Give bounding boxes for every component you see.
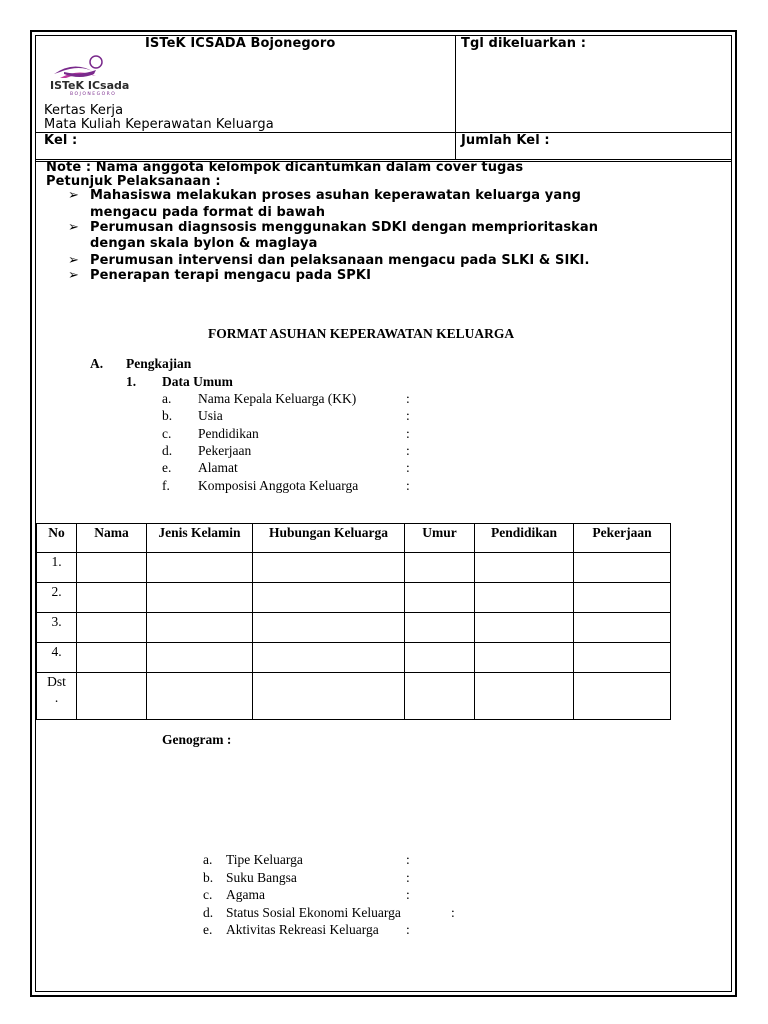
header-divider-vertical <box>455 35 456 160</box>
logo-subtext: BOJONEGORO <box>70 92 117 97</box>
instruction-item-2-cont: dengan skala bylon & maglaya <box>90 236 318 251</box>
course-name: Mata Kuliah Keperawatan Keluarga <box>44 117 274 132</box>
family-composition-table <box>36 523 671 720</box>
table-cell[interactable] <box>574 613 671 643</box>
table-row <box>37 583 671 613</box>
field-label: Komposisi Anggota Keluarga <box>198 478 359 493</box>
table-cell[interactable] <box>574 583 671 613</box>
row-number-text: Dst <box>47 674 66 689</box>
table-row <box>37 643 671 673</box>
bullet-arrow-icon: ➢ <box>68 253 79 268</box>
table-cell[interactable] <box>253 553 405 583</box>
group-label: Kel : <box>44 133 78 148</box>
table-cell[interactable] <box>405 673 475 720</box>
table-cell[interactable] <box>147 613 253 643</box>
bullet-arrow-icon: ➢ <box>68 220 79 235</box>
table-header-row <box>37 524 671 553</box>
column-header-hubungan-keluarga: Hubungan Keluarga <box>253 524 405 553</box>
row-number-dot: . <box>54 690 59 705</box>
row-number: 1. <box>37 553 77 583</box>
table-cell[interactable] <box>77 553 147 583</box>
instruction-item-1-cont: mengacu pada format di bawah <box>90 205 326 220</box>
subsection-title: Data Umum <box>162 374 233 389</box>
column-header-jenis-kelamin: Jenis Kelamin <box>147 524 253 553</box>
field-colon: : <box>406 460 410 475</box>
header-divider-row <box>36 132 731 133</box>
row-number: 2. <box>37 583 77 613</box>
table-cell[interactable] <box>253 613 405 643</box>
table-cell[interactable] <box>253 643 405 673</box>
table-cell[interactable] <box>405 553 475 583</box>
institution-logo <box>50 52 142 102</box>
row-number: 3. <box>37 613 77 643</box>
column-header-umur: Umur <box>405 524 475 553</box>
table-cell[interactable] <box>77 643 147 673</box>
table-cell[interactable] <box>77 673 147 720</box>
instruction-item-4 <box>68 268 371 283</box>
field-marker: d. <box>203 905 214 920</box>
table-cell[interactable] <box>147 673 253 720</box>
field-marker: f. <box>162 478 170 493</box>
field-marker: d. <box>162 443 173 458</box>
field-colon: : <box>406 391 410 406</box>
instructions-heading: Petunjuk Pelaksanaan : <box>46 174 221 189</box>
column-header-nama: Nama <box>77 524 147 553</box>
table-cell[interactable] <box>475 553 574 583</box>
issued-date-label: Tgl dikeluarkan : <box>461 36 587 51</box>
table-cell[interactable] <box>405 643 475 673</box>
field-label: Usia <box>198 408 223 423</box>
table-cell[interactable] <box>147 553 253 583</box>
instruction-text: Perumusan intervensi dan pelaksanaan mengacu pada SLKI & SIKI. <box>90 253 590 268</box>
instruction-text: Penerapan terapi mengacu pada SPKI <box>90 268 372 283</box>
group-count-label: Jumlah Kel : <box>461 133 550 148</box>
table-cell[interactable] <box>405 583 475 613</box>
field-marker: e. <box>162 460 172 475</box>
field-label: Tipe Keluarga <box>226 852 303 867</box>
institution-name: ISTeK ICSADA Bojonegoro <box>145 36 336 51</box>
field-marker: c. <box>162 426 172 441</box>
subsection-marker: 1. <box>126 374 137 389</box>
table-cell[interactable] <box>574 643 671 673</box>
instruction-text: Perumusan diagnsosis menggunakan SDKI dengan memprioritaskan <box>90 220 599 235</box>
table-cell[interactable] <box>475 583 574 613</box>
column-header-pekerjaan: Pekerjaan <box>574 524 671 553</box>
field-marker: e. <box>203 922 213 937</box>
table-row <box>37 673 671 720</box>
field-label: Pendidikan <box>198 426 259 441</box>
instruction-item-3 <box>68 253 590 268</box>
field-marker: b. <box>162 408 173 423</box>
field-colon: : <box>406 922 410 937</box>
table-cell[interactable] <box>253 583 405 613</box>
row-number <box>37 673 77 720</box>
field-colon: : <box>406 443 410 458</box>
field-label: Alamat <box>198 460 238 475</box>
table-cell[interactable] <box>147 583 253 613</box>
field-marker: a. <box>162 391 172 406</box>
note-text: Note : Nama anggota kelompok dicantumkan dalam cover tugas <box>46 160 524 175</box>
genogram-label: Genogram : <box>162 732 232 747</box>
field-colon: : <box>406 887 410 902</box>
doc-type: Kertas Kerja <box>44 103 124 118</box>
field-colon: : <box>451 905 455 920</box>
format-title: FORMAT ASUHAN KEPERAWATAN KELUARGA <box>208 326 515 341</box>
field-label: Agama <box>226 887 265 902</box>
field-colon: : <box>406 426 410 441</box>
header-right-border <box>731 35 732 160</box>
field-marker: a. <box>203 852 213 867</box>
field-colon: : <box>406 852 410 867</box>
instruction-text: Mahasiswa melakukan proses asuhan keperawatan keluarga yang <box>90 188 581 203</box>
field-marker: b. <box>203 870 214 885</box>
instruction-item-2 <box>68 220 598 235</box>
field-label: Pekerjaan <box>198 443 252 458</box>
table-cell[interactable] <box>77 583 147 613</box>
row-number: 4. <box>37 643 77 673</box>
table-cell[interactable] <box>77 613 147 643</box>
field-colon: : <box>406 478 410 493</box>
bullet-arrow-icon: ➢ <box>68 268 79 283</box>
column-header-no: No <box>37 524 77 553</box>
field-colon: : <box>406 870 410 885</box>
field-label: Nama Kepala Keluarga (KK) <box>198 391 357 406</box>
field-marker: c. <box>203 887 213 902</box>
section-a-title: Pengkajian <box>126 356 192 371</box>
logo-text: ISTeK ICsada <box>50 79 130 92</box>
instruction-item-1 <box>68 188 581 203</box>
field-label: Aktivitas Rekreasi Keluarga <box>226 922 379 937</box>
table-cell[interactable] <box>405 613 475 643</box>
table-row <box>37 553 671 583</box>
table-cell[interactable] <box>475 673 574 720</box>
table-cell[interactable] <box>574 553 671 583</box>
bullet-arrow-icon: ➢ <box>68 188 79 203</box>
field-label: Status Sosial Ekonomi Keluarga <box>226 905 401 920</box>
table-cell[interactable] <box>574 673 671 720</box>
table-cell[interactable] <box>475 643 574 673</box>
column-header-pendidikan: Pendidikan <box>475 524 574 553</box>
section-a-marker: A. <box>90 356 104 371</box>
table-cell[interactable] <box>475 613 574 643</box>
field-label: Suku Bangsa <box>226 870 297 885</box>
table-cell[interactable] <box>253 673 405 720</box>
table-row <box>37 613 671 643</box>
table-cell[interactable] <box>147 643 253 673</box>
field-colon: : <box>406 408 410 423</box>
